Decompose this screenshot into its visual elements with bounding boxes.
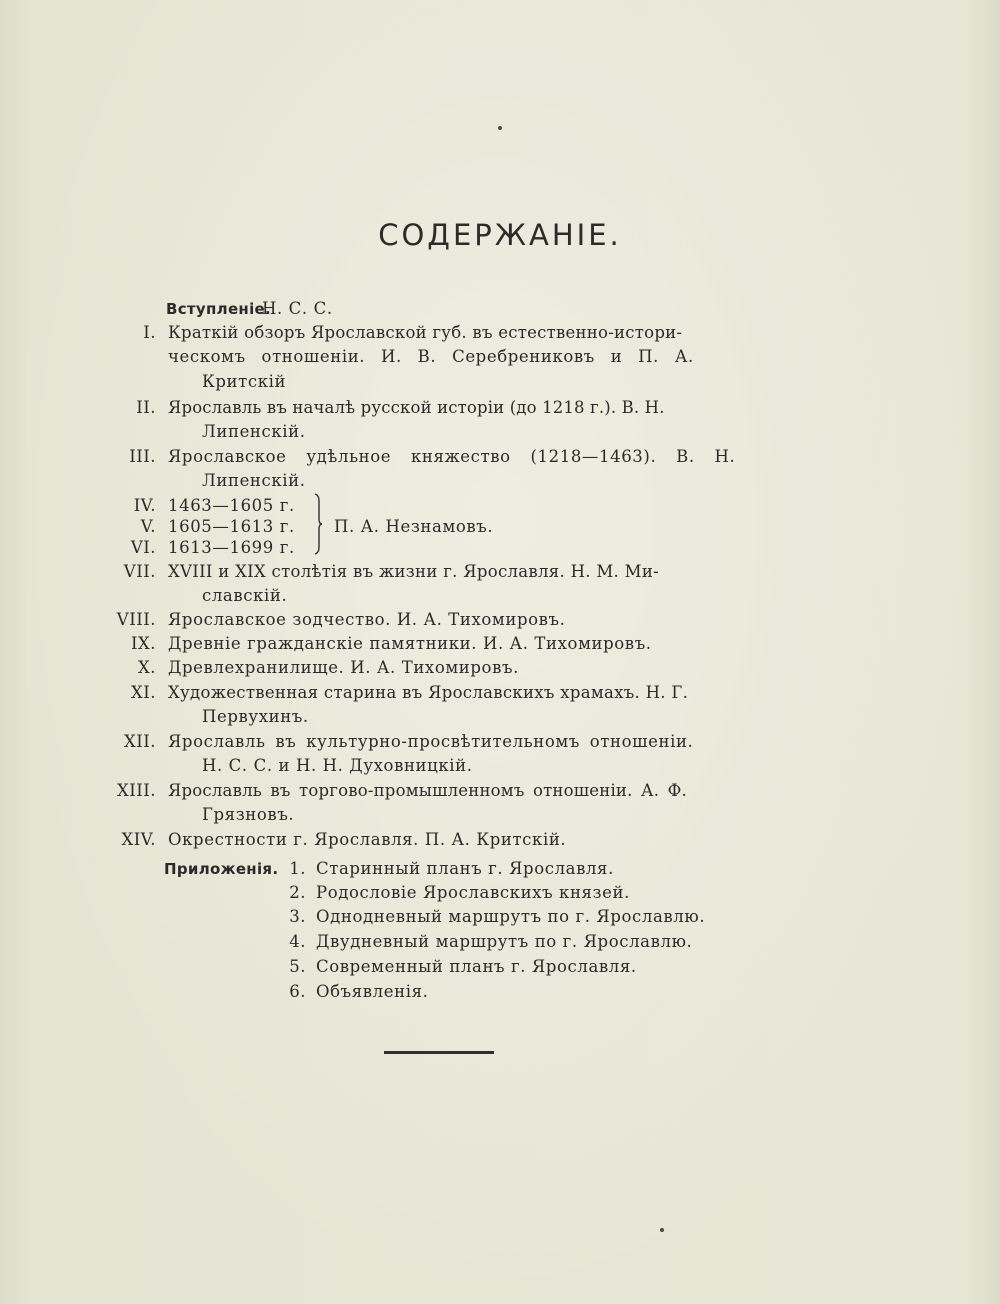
chapter-number: XIII. bbox=[116, 781, 156, 800]
chapter-title: Липенскій. bbox=[202, 422, 306, 441]
chapter-title: ческомъ отношеніи. И. В. Серебрениковъ и П. А. bbox=[168, 347, 694, 366]
appendix-item: Современный планъ г. Ярославля. bbox=[316, 957, 637, 976]
chapter-number: XIV. bbox=[121, 830, 156, 849]
appendix-number: 3. bbox=[289, 907, 306, 926]
chapter-title: XVIII и XIX столѣтія въ жизни г. Ярославля. Н. М. Ми- bbox=[168, 562, 660, 581]
chapter-title: славскій. bbox=[202, 586, 288, 605]
chapter-title: Ярославль въ культурно-просвѣтительномъ отношеніи. bbox=[168, 732, 694, 751]
intro-author: Н. С. С. bbox=[262, 299, 333, 318]
chapter-number: I. bbox=[143, 323, 156, 342]
bracket-brace bbox=[314, 493, 322, 555]
appendices-label: Приложенія. bbox=[164, 860, 279, 878]
chapter-title: 1605—1613 г. bbox=[168, 517, 295, 536]
appendix-number: 4. bbox=[289, 932, 306, 951]
paper-speck bbox=[498, 126, 502, 130]
chapter-number: XII. bbox=[123, 732, 156, 751]
chapter-number: V. bbox=[140, 517, 156, 536]
chapter-title: Древніе гражданскіе памятники. И. А. Тихомировъ. bbox=[168, 634, 652, 653]
closing-rule bbox=[384, 1051, 494, 1054]
appendix-number: 6. bbox=[289, 982, 306, 1001]
chapter-title: Окрестности г. Ярославля. П. А. Критскій. bbox=[168, 830, 567, 849]
bracket-author: П. А. Незнамовъ. bbox=[334, 517, 494, 536]
chapter-number: X. bbox=[138, 658, 156, 677]
chapter-number: IV. bbox=[133, 496, 156, 515]
chapter-title: Ярославль въ началѣ русской исторіи (до 1218 г.). В. Н. bbox=[168, 398, 665, 417]
chapter-number: IX. bbox=[130, 634, 156, 653]
appendix-item: Однодневный маршрутъ по г. Ярославлю. bbox=[316, 907, 706, 926]
chapter-number: VIII. bbox=[116, 610, 156, 629]
appendix-item: Объявленія. bbox=[316, 982, 429, 1001]
appendix-number: 1. bbox=[289, 859, 306, 878]
chapter-title: Ярославское зодчество. И. А. Тихомировъ. bbox=[168, 610, 566, 629]
appendix-number: 5. bbox=[289, 957, 306, 976]
chapter-title: 1613—1699 г. bbox=[168, 538, 295, 557]
chapter-title: Ярославль въ торгово-промышленномъ отношеніи. А. Ф. bbox=[168, 781, 687, 800]
chapter-title: Липенскій. bbox=[202, 471, 306, 490]
chapter-title: Ярославское удѣльное княжество (1218—1463). В. Н. bbox=[168, 447, 736, 466]
intro-label: Вступленіе. bbox=[166, 300, 271, 318]
chapter-title: 1463—1605 г. bbox=[168, 496, 295, 515]
appendix-number: 2. bbox=[289, 883, 306, 902]
appendix-item: Родословіе Ярославскихъ князей. bbox=[316, 883, 630, 902]
chapter-number: III. bbox=[129, 447, 156, 466]
chapter-number: VI. bbox=[130, 538, 156, 557]
chapter-title: Н. С. С. и Н. Н. Духовницкій. bbox=[202, 756, 473, 775]
chapter-title: Грязновъ. bbox=[202, 805, 295, 824]
chapter-title: Художественная старина въ Ярославскихъ храмахъ. Н. Г. bbox=[168, 683, 689, 702]
chapter-number: VII. bbox=[123, 562, 156, 581]
appendix-item: Старинный планъ г. Ярославля. bbox=[316, 859, 614, 878]
appendix-item: Двудневный маршрутъ по г. Ярославлю. bbox=[316, 932, 693, 951]
chapter-title: Первухинъ. bbox=[202, 707, 309, 726]
chapter-title: Критскій bbox=[202, 372, 287, 391]
page-title: СОДЕРЖАНІЕ. bbox=[378, 218, 622, 252]
chapter-number: II. bbox=[136, 398, 156, 417]
chapter-number: XI. bbox=[130, 683, 156, 702]
chapter-title: Древлехранилище. И. А. Тихомировъ. bbox=[168, 658, 519, 677]
chapter-title: Краткій обзоръ Ярославской губ. въ естественно-истори- bbox=[168, 323, 683, 342]
paper-speck bbox=[660, 1228, 664, 1232]
